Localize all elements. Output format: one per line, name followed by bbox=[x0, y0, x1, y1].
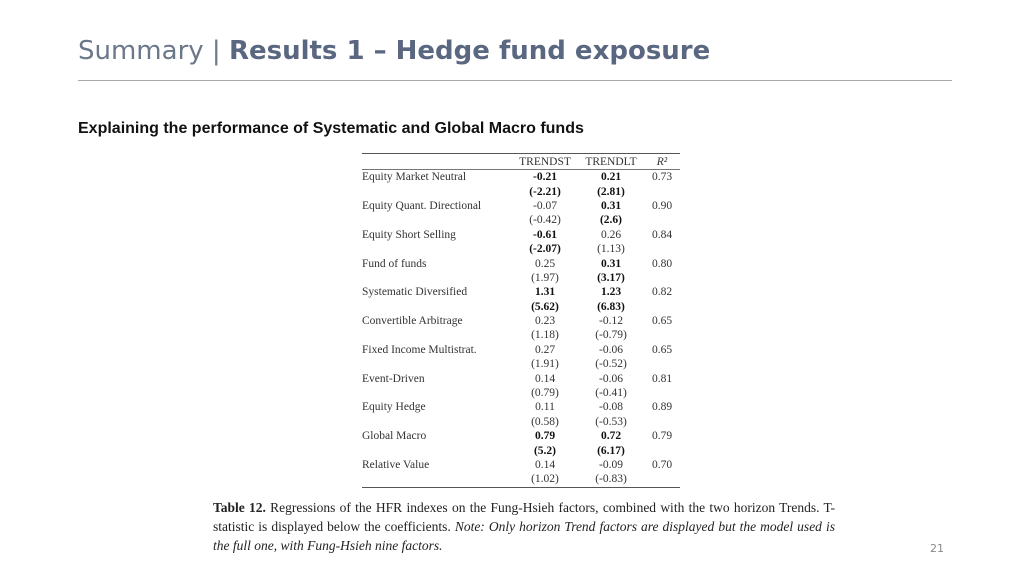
trendst-tstat: (0.79) bbox=[531, 387, 559, 400]
trendlt-tstat: (-0.83) bbox=[595, 473, 627, 486]
fund-label: Event-Driven bbox=[362, 372, 425, 385]
fund-label: Equity Short Selling bbox=[362, 228, 456, 241]
regression-table bbox=[362, 153, 680, 488]
table-row-tstat bbox=[362, 328, 680, 342]
r2-value: 0.65 bbox=[651, 315, 673, 328]
trendlt-tstat: (-0.53) bbox=[595, 415, 627, 428]
trendst-tstat: (-2.21) bbox=[529, 185, 561, 198]
r2-value: 0.82 bbox=[651, 286, 673, 299]
trendlt-coef: 0.72 bbox=[600, 430, 622, 443]
table-row-tstat bbox=[362, 386, 680, 400]
table-row bbox=[362, 343, 680, 357]
trendst-coef: 0.25 bbox=[534, 257, 556, 270]
trendlt-tstat: (6.17) bbox=[597, 444, 625, 457]
col-header-label bbox=[362, 154, 512, 170]
r2-value: 0.84 bbox=[651, 228, 673, 241]
trendst-coef: 1.31 bbox=[534, 286, 556, 299]
col-header-trendlt: TRENDLT bbox=[578, 154, 644, 170]
trendlt-coef: 1.23 bbox=[600, 286, 622, 299]
trendst-tstat: (1.18) bbox=[531, 329, 559, 342]
table-row-tstat bbox=[362, 242, 680, 256]
fund-label: Equity Quant. Directional bbox=[362, 199, 482, 212]
table-row bbox=[362, 458, 680, 472]
trendlt-tstat: (1.13) bbox=[597, 243, 625, 256]
fund-label: Relative Value bbox=[362, 459, 430, 471]
table-row bbox=[362, 285, 680, 299]
trendst-coef: 0.14 bbox=[534, 372, 556, 385]
trendst-tstat: (-0.42) bbox=[529, 214, 561, 227]
caption-note: Note: Only horizon Trend factors are displayed but the model used is the full one, with Fung-Hsieh nine factors. bbox=[213, 519, 835, 553]
trendlt-coef: -0.09 bbox=[599, 459, 623, 471]
table-row-tstat bbox=[362, 472, 680, 487]
r2-value: 0.70 bbox=[651, 459, 673, 471]
trendst-coef: 0.23 bbox=[534, 315, 556, 328]
table-row-tstat bbox=[362, 443, 680, 457]
table-row bbox=[362, 400, 680, 414]
table-row bbox=[362, 371, 680, 385]
trendst-coef: 0.14 bbox=[534, 459, 556, 471]
table-row-tstat bbox=[362, 415, 680, 429]
table-row bbox=[362, 314, 680, 328]
trendlt-coef: 0.21 bbox=[600, 171, 622, 184]
fund-label: Systematic Diversified bbox=[362, 286, 468, 299]
table-row bbox=[362, 429, 680, 443]
r2-value: 0.65 bbox=[651, 343, 673, 356]
trendlt-tstat: (2.6) bbox=[599, 214, 623, 227]
trendlt-tstat: (2.81) bbox=[597, 185, 625, 198]
trendlt-coef: -0.12 bbox=[599, 315, 623, 328]
fund-label: Global Macro bbox=[362, 430, 427, 443]
table-header-row bbox=[362, 154, 680, 170]
table-body bbox=[362, 170, 680, 488]
table-row-tstat bbox=[362, 357, 680, 371]
caption-text: Regressions of the HFR indexes on the Fung-Hsieh factors, combined with the two horizon Trends. T-statistic is displayed below the coefficients. bbox=[213, 500, 835, 534]
r2-value: 0.89 bbox=[651, 401, 673, 414]
r2-value: 0.73 bbox=[651, 171, 673, 184]
trendst-tstat: (0.58) bbox=[531, 415, 559, 428]
r2-value: 0.81 bbox=[651, 372, 673, 385]
caption-label: Table 12. bbox=[213, 500, 266, 515]
page-title bbox=[78, 36, 710, 66]
trendst-tstat: (5.62) bbox=[531, 300, 559, 313]
table-row-tstat bbox=[362, 184, 680, 198]
table-row-tstat bbox=[362, 300, 680, 314]
section-subtitle: Explaining the performance of Systematic and Global Macro funds bbox=[78, 120, 584, 137]
trendst-coef: -0.07 bbox=[533, 199, 557, 212]
title-divider bbox=[78, 80, 952, 81]
trendlt-tstat: (-0.52) bbox=[595, 358, 627, 371]
trendlt-tstat: (-0.41) bbox=[595, 387, 627, 400]
fund-label: Convertible Arbitrage bbox=[362, 315, 463, 328]
regression-table-container bbox=[362, 153, 680, 488]
trendlt-tstat: (-0.79) bbox=[595, 329, 627, 342]
fund-label: Fixed Income Multistrat. bbox=[362, 343, 477, 356]
table-row-tstat bbox=[362, 271, 680, 285]
fund-label: Equity Market Neutral bbox=[362, 171, 467, 184]
trendst-tstat: (1.02) bbox=[531, 473, 559, 486]
trendst-tstat: (-2.07) bbox=[529, 243, 561, 256]
trendlt-coef: -0.06 bbox=[599, 372, 623, 385]
title-main: Results 1 – Hedge fund exposure bbox=[228, 36, 711, 66]
page-number: 21 bbox=[930, 542, 944, 555]
table-row bbox=[362, 170, 680, 185]
table-row-tstat bbox=[362, 213, 680, 227]
title-prefix: Summary | bbox=[78, 36, 229, 66]
trendst-coef: 0.27 bbox=[534, 343, 556, 356]
table-row bbox=[362, 256, 680, 270]
table-caption bbox=[213, 498, 835, 555]
trendst-coef: 0.79 bbox=[534, 430, 556, 443]
trendlt-tstat: (3.17) bbox=[597, 271, 625, 284]
trendlt-coef: -0.08 bbox=[599, 401, 623, 414]
fund-label: Equity Hedge bbox=[362, 401, 426, 414]
fund-label: Fund of funds bbox=[362, 257, 427, 270]
trendlt-coef: 0.31 bbox=[600, 199, 622, 212]
trendlt-coef: -0.06 bbox=[599, 343, 623, 356]
trendst-coef: -0.61 bbox=[533, 228, 557, 241]
r2-value: 0.79 bbox=[651, 430, 673, 443]
table-row bbox=[362, 228, 680, 242]
col-header-r2: R² bbox=[644, 154, 680, 170]
trendlt-coef: 0.26 bbox=[600, 228, 622, 241]
trendst-tstat: (1.97) bbox=[531, 271, 559, 284]
trendlt-coef: 0.31 bbox=[600, 257, 622, 270]
r2-value: 0.80 bbox=[651, 257, 673, 270]
table-row bbox=[362, 199, 680, 213]
trendst-tstat: (1.91) bbox=[531, 358, 559, 371]
r2-value: 0.90 bbox=[651, 199, 673, 212]
col-header-trendst: TRENDST bbox=[512, 154, 578, 170]
trendst-coef: 0.11 bbox=[535, 401, 555, 414]
trendst-tstat: (5.2) bbox=[533, 444, 557, 457]
trendlt-tstat: (6.83) bbox=[597, 300, 625, 313]
trendst-coef: -0.21 bbox=[533, 171, 557, 184]
